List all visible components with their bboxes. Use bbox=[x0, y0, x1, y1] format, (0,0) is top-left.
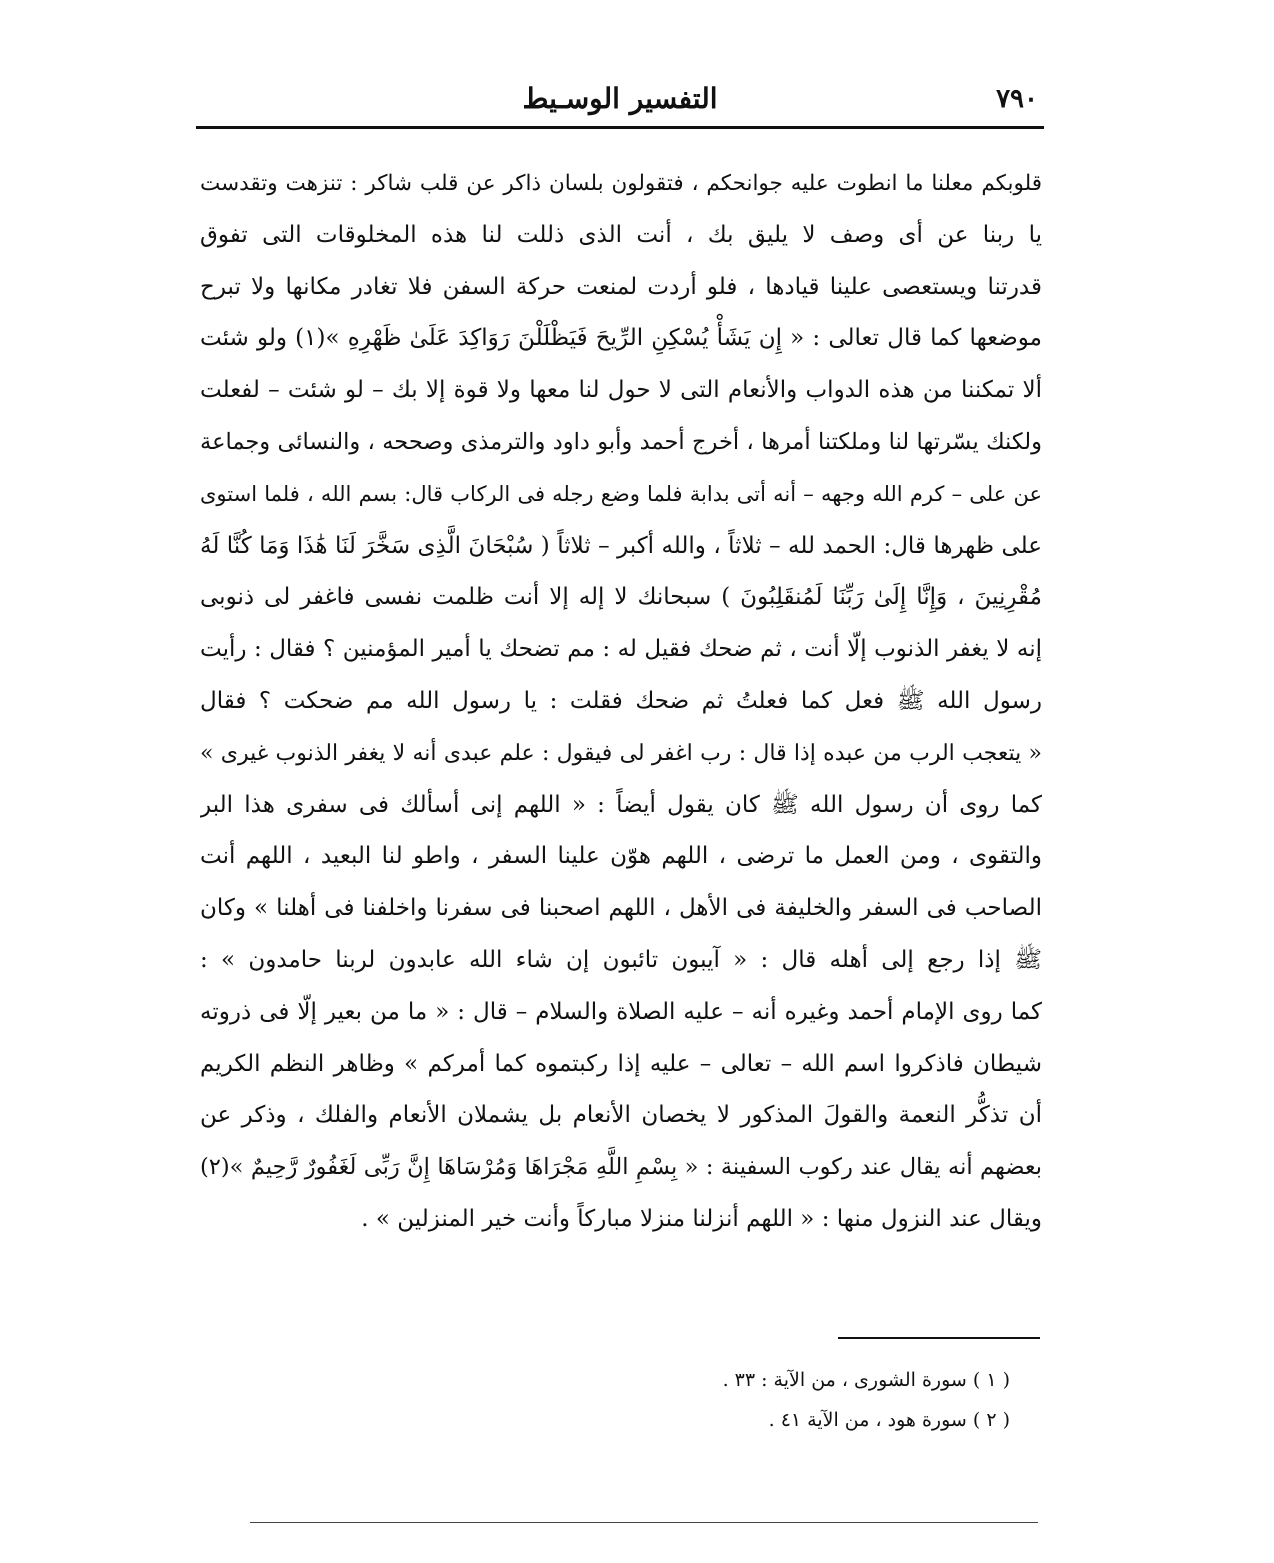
text-line: كما روى الإمام أحمد وغيره أنه – عليه الصلاة والسلام – قال : « ما من بعير إلّا فى ذروته bbox=[200, 998, 1042, 1025]
text-line: أن تذكُّر النعمة والقولَ المذكور لا يخصان الأنعام بل يشملان الأنعام والفلك ، وذكر عن bbox=[200, 1102, 1042, 1129]
footnote: ( ٢ ) سورة هود ، من الآية ٤١ . bbox=[768, 1409, 1010, 1431]
text-line: يا ربنا عن أى وصف لا يليق بك ، أنت الذى ذللت لنا هذه المخلوقات التى تفوق bbox=[200, 221, 1042, 248]
page-header bbox=[196, 78, 1044, 128]
text-line: ولكنك يسّرتها لنا وملكتنا أمرها ، أخرج أحمد وأبو داود والترمذى وصححه ، والنسائى وجماعة bbox=[200, 428, 1042, 455]
header-rule bbox=[196, 126, 1044, 129]
text-line: ألا تمكننا من هذه الدواب والأنعام التى لا حول لنا معها ولا قوة إلا بك – لو شئت – لفعلت bbox=[200, 377, 1042, 404]
page-bottom-rule bbox=[250, 1522, 1038, 1523]
page-number: ٧٩٠ bbox=[996, 84, 1038, 114]
text-line: مُقْرِنِينَ ، وَإِنَّا إِلَىٰ رَبِّنَا لَمُنقَلِبُونَ ) سبحانك لا إله إلا أنت ظلمت نفسى فاغفر لى ذنوبى bbox=[200, 584, 1042, 611]
text-line: عن على – كرم الله وجهه – أنه أتى بدابة فلما وضع رجله فى الركاب قال: بسم الله ، فلما استوى bbox=[200, 481, 1042, 506]
footnotes bbox=[600, 1360, 1010, 1440]
text-line: « يتعجب الرب من عبده إذا قال : رب اغفر لى فيقول : علم عبدى أنه لا يغفر الذنوب غيرى » bbox=[200, 740, 1042, 766]
running-title: التفسير الوسـيط bbox=[522, 82, 718, 115]
text-line: على ظهرها قال: الحمد لله – ثلاثاً ، والله أكبر – ثلاثاً ( سُبْحَانَ الَّذِى سَخَّرَ لَنَا هَٰذَا وَمَا كُنَّا لَهُ bbox=[200, 532, 1042, 559]
footnote-rule bbox=[838, 1337, 1040, 1339]
text-line: ويقال عند النزول منها : « اللهم أنزلنا منزلا مباركاً وأنت خير المنزلين » . bbox=[361, 1205, 1042, 1232]
footnote: ( ١ ) سورة الشورى ، من الآية : ٣٣ . bbox=[722, 1369, 1010, 1391]
text-line: كما روى أن رسول الله ﷺ كان يقول أيضاً : « اللهم إنى أسألك فى سفرى هذا البر bbox=[200, 791, 1042, 818]
text-line: والتقوى ، ومن العمل ما ترضى ، اللهم هوّن علينا السفر ، واطو لنا البعيد ، اللهم أنت bbox=[200, 843, 1042, 870]
body-text bbox=[200, 158, 1042, 1246]
text-line: بعضهم أنه يقال عند ركوب السفينة : « بِسْمِ اللَّهِ مَجْرَاهَا وَمُرْسَاهَا إِنَّ رَبِّى لَغَفُورٌ رَّحِيمٌ »(٢) bbox=[200, 1154, 1042, 1181]
text-line: ﷺ إذا رجع إلى أهله قال : « آيبون تائبون إن شاء الله عابدون لربنا حامدون » : bbox=[200, 946, 1042, 973]
text-line: شيطان فاذكروا اسم الله – تعالى – عليه إذا ركبتموه كما أمركم » وظاهر النظم الكريم bbox=[200, 1050, 1042, 1077]
text-line: الصاحب فى السفر والخليفة فى الأهل ، اللهم اصحبنا فى سفرنا واخلفنا فى أهلنا » وكان bbox=[200, 895, 1042, 922]
text-line: قلوبكم معلنا ما انطوت عليه جوانحكم ، فتقولون بلسان ذاكر عن قلب شاكر : تنزهت وتقدست bbox=[200, 171, 1042, 196]
text-line: موضعها كما قال تعالى : « إِن يَشَأْ يُسْكِنِ الرِّيحَ فَيَظْلَلْنَ رَوَاكِدَ عَلَىٰ ظَهْرِهِ »(١) ولو شئت bbox=[200, 325, 1042, 352]
text-line: رسول الله ﷺ فعل كما فعلتُ ثم ضحك فقلت : يا رسول الله مم ضحكت ؟ فقال bbox=[200, 687, 1042, 714]
text-line: قدرتنا ويستعصى علينا قيادها ، فلو أردت لمنعت حركة السفن فلا تغادر مكانها ولا تبرح bbox=[200, 273, 1042, 300]
text-line: إنه لا يغفر الذنوب إلّا أنت ، ثم ضحك فقيل له : مم تضحك يا أمير المؤمنين ؟ فقال : رأيت bbox=[200, 636, 1042, 663]
